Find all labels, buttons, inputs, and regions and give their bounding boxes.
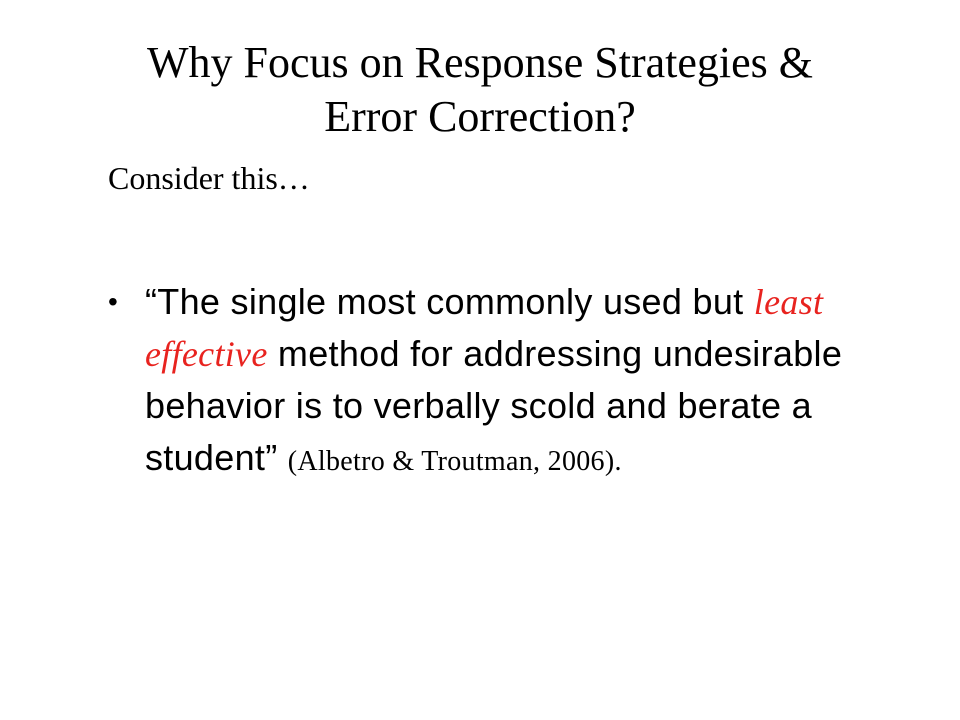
quote-emphasis-effective: effective (145, 334, 268, 374)
bullet-icon: • (108, 286, 118, 317)
quote-citation: (Albetro & Troutman, 2006). (287, 446, 622, 477)
slide-title-line2: Error Correction? (324, 92, 636, 141)
bullet-item (108, 276, 908, 488)
slide-title-line1: Why Focus on Response Strategies & (146, 38, 814, 87)
slide-title (60, 36, 900, 144)
quote-part1: “The single most commonly used but (145, 281, 754, 322)
slide-subtitle: Consider this… (108, 160, 310, 196)
quote-emphasis-least: least (753, 282, 824, 322)
quote-text (145, 276, 908, 488)
quote-part3: method for addressing undesirable behavior is to verbally scold and berate a student” (145, 333, 843, 478)
